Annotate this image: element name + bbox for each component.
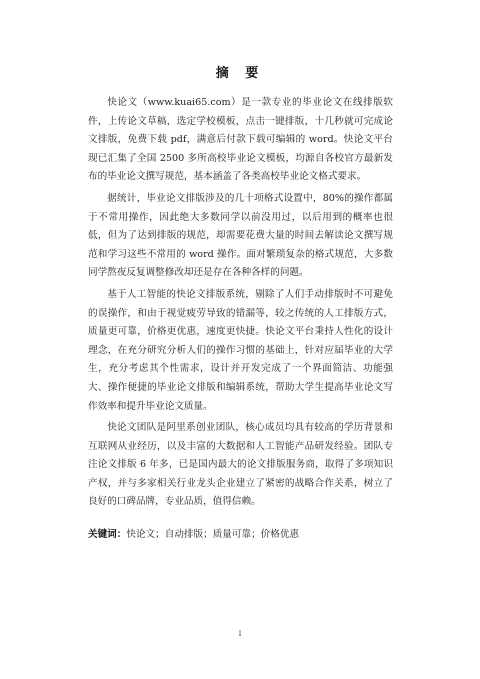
abstract-body [88,94,393,544]
page-title: 摘 要 [215,66,265,81]
abstract-paragraph-2: 据统计，毕业论文排版涉及的几十项格式设置中，80%的操作都属于不常用操作，因此绝大多数同学以前没用过，以后用到的概率也很低，但为了达到排版的规范，却需要花费大量的时间去解读论文撰写规范和学习这些不常用的 word 操作。面对繁琐复杂的格式规范，大多数同学熬夜反复调整修改却还是存在各种各样的问题。 [88,192,393,279]
page-number: I [238,630,242,638]
abstract-paragraph-1: 快论文（www.kuai65.com）是一款专业的毕业论文在线排版软件，上传论文草稿，选定学校模板，点击一键排版，十几秒就可完成论文排版，免费下载 pdf，满意后付款下载可编辑的 word。快论文平台现已汇集了全国 2500 多所高校毕业论文模板，均源自各校官方最新发布的毕业论文撰写规范，基本涵盖了各类高校毕业论文格式要求。 [88,97,393,183]
keywords-label: 关键词： [88,529,127,541]
abstract-paragraph-4: 快论文团队是阿里系创业团队，核心成员均具有较高的学历背景和互联网从业经历，以及丰富的大数据和人工智能产品研发经验。团队专注论文排版 6 年多，已是国内最大的论文排版服务商，取得了多项知识产权，并与多家相关行业龙头企业建立了紧密的战略合作关系，树立了良好的口碑品牌，专业品质，值得信赖。 [88,422,393,508]
abstract-paragraph-3: 基于人工智能的快论文排版系统，剔除了人们手动排版时不可避免的误操作，和由于视觉疲劳导致的错漏等，较之传统的人工排版方式，质量更可靠，价格更优惠，速度更快捷。快论文平台秉持人性化的设计理念，在充分研究分析人们的操作习惯的基础上，针对应届毕业的大学生，充分考虑其个性需求，设计并开发完成了一个界面简洁、功能强大、操作便捷的毕业论文排版和编辑系统，帮助大学生提高毕业论文写作效率和提升毕业论文质量。 [88,288,393,412]
keywords-text: 快论文；自动排版；质量可靠；价格优惠 [126,529,300,541]
keywords-line [88,526,393,544]
